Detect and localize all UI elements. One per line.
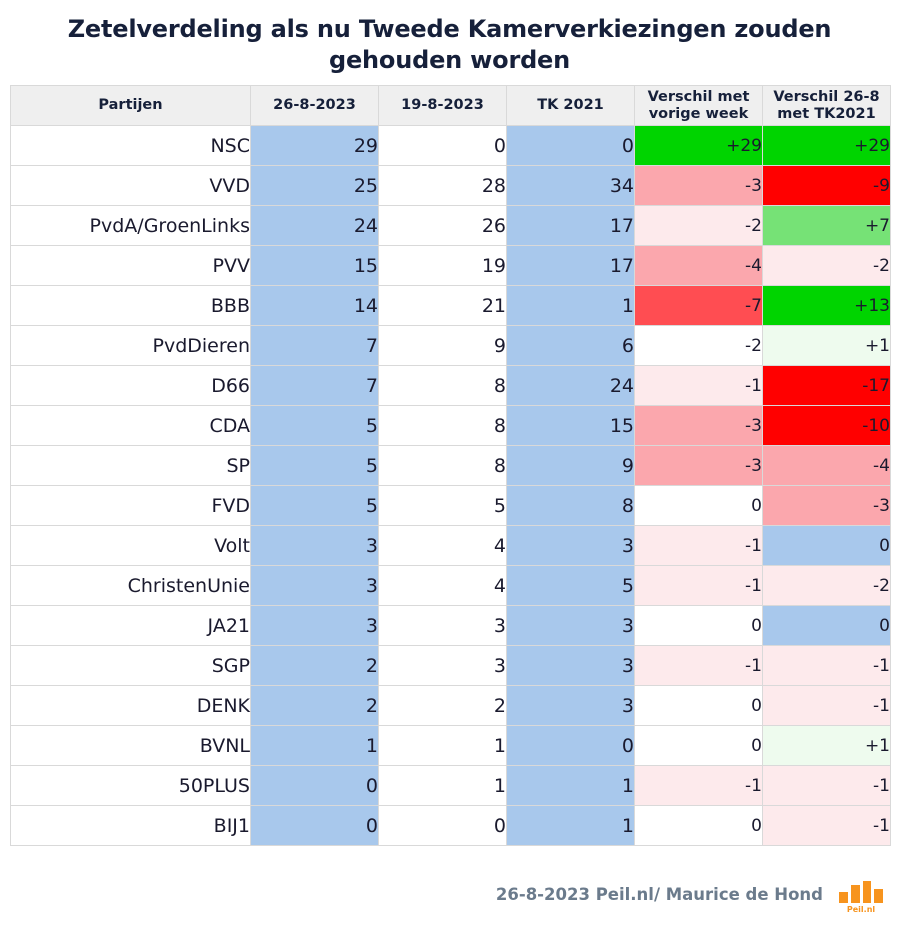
table-row <box>11 326 891 366</box>
cell-seats-current: 0 <box>251 806 379 846</box>
cell-seats-previous: 4 <box>379 566 507 606</box>
cell-seats-tk2021: 17 <box>507 206 635 246</box>
cell-seats-current: 3 <box>251 606 379 646</box>
cell-diff-week: 0 <box>635 606 763 646</box>
cell-seats-previous: 8 <box>379 366 507 406</box>
cell-diff-tk2021: +1 <box>763 726 891 766</box>
column-header-date-previous: 19-8-2023 <box>379 86 507 126</box>
table-row <box>11 726 891 766</box>
table-row <box>11 566 891 606</box>
cell-seats-tk2021: 1 <box>507 806 635 846</box>
cell-seats-tk2021: 9 <box>507 446 635 486</box>
cell-party: BBB <box>11 286 251 326</box>
table-row <box>11 766 891 806</box>
cell-seats-tk2021: 1 <box>507 766 635 806</box>
cell-seats-tk2021: 24 <box>507 366 635 406</box>
cell-seats-tk2021: 34 <box>507 166 635 206</box>
cell-seats-tk2021: 15 <box>507 406 635 446</box>
column-header-partijen: Partijen <box>11 86 251 126</box>
cell-diff-tk2021: -2 <box>763 566 891 606</box>
cell-diff-week: -4 <box>635 246 763 286</box>
cell-party: BVNL <box>11 726 251 766</box>
cell-party: SP <box>11 446 251 486</box>
cell-diff-week: 0 <box>635 806 763 846</box>
cell-seats-tk2021: 8 <box>507 486 635 526</box>
cell-diff-tk2021: -4 <box>763 446 891 486</box>
column-header-diff-tk2021: Verschil 26-8 met TK2021 <box>763 86 891 126</box>
cell-seats-previous: 1 <box>379 766 507 806</box>
cell-seats-tk2021: 3 <box>507 686 635 726</box>
cell-party: BIJ1 <box>11 806 251 846</box>
cell-party: 50PLUS <box>11 766 251 806</box>
cell-diff-tk2021: 0 <box>763 606 891 646</box>
table-row <box>11 366 891 406</box>
table-row <box>11 486 891 526</box>
cell-seats-current: 5 <box>251 486 379 526</box>
table-row <box>11 686 891 726</box>
cell-seats-tk2021: 1 <box>507 286 635 326</box>
cell-diff-week: 0 <box>635 486 763 526</box>
cell-diff-tk2021: -10 <box>763 406 891 446</box>
cell-diff-week: -7 <box>635 286 763 326</box>
cell-party: SGP <box>11 646 251 686</box>
cell-seats-previous: 2 <box>379 686 507 726</box>
cell-seats-previous: 8 <box>379 446 507 486</box>
table-header <box>11 86 891 126</box>
column-header-date-current: 26-8-2023 <box>251 86 379 126</box>
table-row <box>11 526 891 566</box>
cell-party: FVD <box>11 486 251 526</box>
cell-seats-previous: 9 <box>379 326 507 366</box>
column-header-diff-week: Verschil met vorige week <box>635 86 763 126</box>
cell-party: Volt <box>11 526 251 566</box>
table-header-row <box>11 86 891 126</box>
cell-diff-week: -3 <box>635 406 763 446</box>
cell-diff-tk2021: +7 <box>763 206 891 246</box>
cell-seats-tk2021: 17 <box>507 246 635 286</box>
cell-diff-week: 0 <box>635 726 763 766</box>
cell-seats-current: 29 <box>251 126 379 166</box>
table-row <box>11 806 891 846</box>
column-header-tk2021: TK 2021 <box>507 86 635 126</box>
cell-diff-tk2021: -9 <box>763 166 891 206</box>
table-row <box>11 126 891 166</box>
cell-seats-previous: 4 <box>379 526 507 566</box>
cell-seats-previous: 8 <box>379 406 507 446</box>
logo-bars <box>839 881 883 903</box>
cell-party: ChristenUnie <box>11 566 251 606</box>
cell-seats-tk2021: 0 <box>507 126 635 166</box>
cell-seats-previous: 5 <box>379 486 507 526</box>
cell-diff-week: 0 <box>635 686 763 726</box>
cell-party: DENK <box>11 686 251 726</box>
cell-seats-previous: 19 <box>379 246 507 286</box>
cell-seats-tk2021: 3 <box>507 646 635 686</box>
cell-seats-current: 7 <box>251 366 379 406</box>
cell-diff-week: -1 <box>635 526 763 566</box>
cell-diff-tk2021: -3 <box>763 486 891 526</box>
cell-seats-current: 2 <box>251 646 379 686</box>
cell-party: PvdDieren <box>11 326 251 366</box>
cell-party: CDA <box>11 406 251 446</box>
cell-diff-week: -1 <box>635 366 763 406</box>
cell-seats-current: 5 <box>251 406 379 446</box>
source-credit: 26-8-2023 Peil.nl/ Maurice de Hond <box>495 884 823 904</box>
cell-diff-week: -2 <box>635 326 763 366</box>
cell-seats-current: 2 <box>251 686 379 726</box>
cell-party: PVV <box>11 246 251 286</box>
cell-seats-current: 3 <box>251 566 379 606</box>
cell-seats-tk2021: 3 <box>507 526 635 566</box>
table-row <box>11 286 891 326</box>
cell-diff-week: -1 <box>635 566 763 606</box>
cell-diff-tk2021: -1 <box>763 766 891 806</box>
cell-seats-previous: 0 <box>379 126 507 166</box>
seat-distribution-table <box>10 85 891 846</box>
table-body <box>11 126 891 846</box>
cell-seats-previous: 21 <box>379 286 507 326</box>
cell-seats-previous: 1 <box>379 726 507 766</box>
cell-party: PvdA/GroenLinks <box>11 206 251 246</box>
table-row <box>11 166 891 206</box>
cell-diff-week: -1 <box>635 766 763 806</box>
cell-diff-tk2021: +29 <box>763 126 891 166</box>
cell-seats-tk2021: 3 <box>507 606 635 646</box>
cell-seats-previous: 3 <box>379 646 507 686</box>
cell-diff-week: -3 <box>635 446 763 486</box>
cell-diff-week: -2 <box>635 206 763 246</box>
cell-seats-tk2021: 6 <box>507 326 635 366</box>
cell-diff-week: +29 <box>635 126 763 166</box>
cell-seats-current: 0 <box>251 766 379 806</box>
cell-seats-current: 7 <box>251 326 379 366</box>
cell-diff-tk2021: -1 <box>763 686 891 726</box>
cell-seats-previous: 26 <box>379 206 507 246</box>
cell-diff-tk2021: 0 <box>763 526 891 566</box>
table-row <box>11 606 891 646</box>
table-row <box>11 206 891 246</box>
cell-seats-tk2021: 0 <box>507 726 635 766</box>
cell-party: D66 <box>11 366 251 406</box>
page-title: Zetelverdeling als nu Tweede Kamerverkiezingen zouden gehouden worden <box>67 15 832 74</box>
table-row <box>11 446 891 486</box>
cell-party: VVD <box>11 166 251 206</box>
table-row <box>11 646 891 686</box>
table-row <box>11 246 891 286</box>
cell-diff-tk2021: -17 <box>763 366 891 406</box>
cell-diff-tk2021: -1 <box>763 806 891 846</box>
cell-diff-tk2021: +1 <box>763 326 891 366</box>
cell-seats-current: 3 <box>251 526 379 566</box>
cell-diff-tk2021: -2 <box>763 246 891 286</box>
cell-seats-previous: 3 <box>379 606 507 646</box>
cell-seats-previous: 28 <box>379 166 507 206</box>
cell-seats-tk2021: 5 <box>507 566 635 606</box>
cell-seats-current: 1 <box>251 726 379 766</box>
cell-diff-week: -1 <box>635 646 763 686</box>
footer <box>496 874 887 914</box>
cell-diff-tk2021: +13 <box>763 286 891 326</box>
cell-seats-current: 25 <box>251 166 379 206</box>
table-row <box>11 406 891 446</box>
logo-label: Peil.nl <box>846 905 876 914</box>
cell-party: NSC <box>11 126 251 166</box>
cell-seats-current: 24 <box>251 206 379 246</box>
cell-diff-week: -3 <box>635 166 763 206</box>
cell-seats-current: 5 <box>251 446 379 486</box>
cell-seats-current: 15 <box>251 246 379 286</box>
cell-party: JA21 <box>11 606 251 646</box>
cell-seats-previous: 0 <box>379 806 507 846</box>
cell-seats-current: 14 <box>251 286 379 326</box>
peil-nl-logo-icon <box>835 874 887 914</box>
cell-diff-tk2021: -1 <box>763 646 891 686</box>
